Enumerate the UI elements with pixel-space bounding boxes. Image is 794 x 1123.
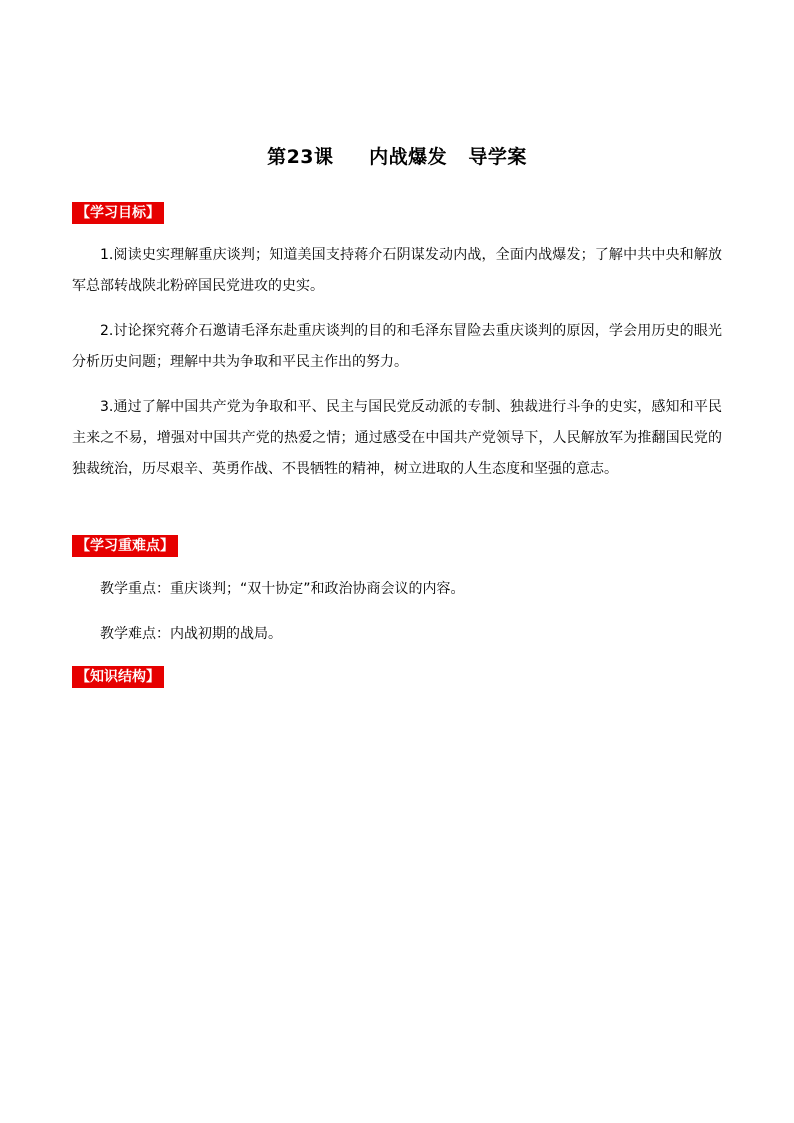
section-tag-objectives: 【学习目标】 (72, 202, 164, 224)
teaching-focus: 教学重点：重庆谈判；“双十协定”和政治协商会议的内容。 (100, 581, 465, 597)
teaching-difficulty: 教学难点：内战初期的战局。 (100, 626, 282, 642)
objective-item-3: 3.通过了解中国共产党为争取和平、民主与国民党反动派的专制、独裁进行斗争的史实，感知和平民主来之不易，增强对中国共产党的热爱之情；通过感受在中国共产党领导下，人民解放军为推翻国民党的独裁统治，历尽艰辛、英勇作战、不畏牺牲的精神，树立进取的人生态度和坚强的意志。 (72, 399, 722, 477)
page-title: 第23课 内战爆发 导学案 (267, 146, 527, 168)
section-tag-structure: 【知识结构】 (72, 666, 164, 688)
section-tag-key-points: 【学习重难点】 (72, 535, 178, 557)
objective-item-2: 2.讨论探究蒋介石邀请毛泽东赴重庆谈判的目的和毛泽东冒险去重庆谈判的原因，学会用历史的眼光分析历史问题；理解中共为争取和平民主作出的努力。 (72, 323, 722, 370)
objective-item-1: 1.阅读史实理解重庆谈判；知道美国支持蒋介石阴谋发动内战，全面内战爆发；了解中共中央和解放军总部转战陕北粉碎国民党进攻的史实。 (72, 247, 722, 294)
